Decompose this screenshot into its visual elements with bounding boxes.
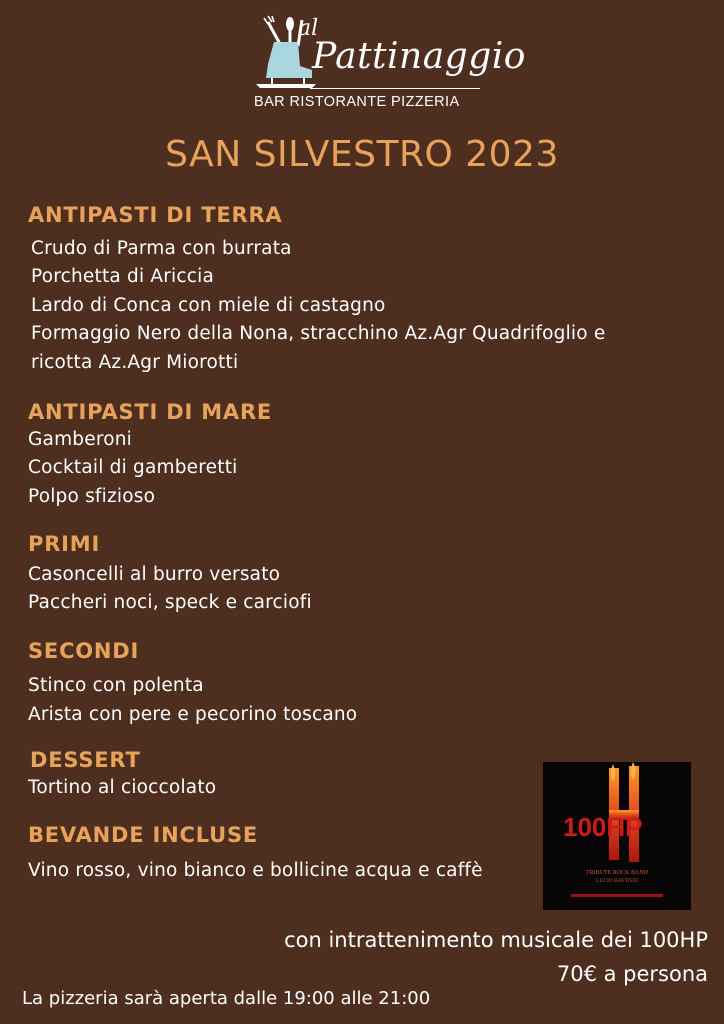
menu-item: Vino rosso, vino bianco e bollicine acqua e caffè [28, 860, 483, 881]
menu-item: Paccheri noci, speck e carciofi [28, 592, 312, 613]
band-name-text: 100HP [563, 812, 643, 842]
menu-item: Crudo di Parma con burrata [31, 238, 292, 259]
menu-item: Formaggio Nero della Nona, stracchino Az.Agr Quadrifoglio e [31, 323, 606, 344]
menu-item: Porchetta di Ariccia [31, 266, 215, 287]
menu-item: Casoncelli al burro versato [28, 564, 281, 585]
menu-item: Lardo di Conca con miele di castagno [31, 295, 386, 316]
restaurant-logo [250, 14, 526, 114]
band-logo-art [543, 762, 691, 910]
section-title-dessert: DESSERT [30, 748, 141, 772]
logo-script-text: Pattinaggio [312, 36, 526, 77]
menu-item: Gamberoni [28, 429, 133, 450]
band-logo-image [543, 762, 691, 910]
logo-subtitle: BAR RISTORANTE PIZZERIA [254, 94, 460, 110]
section-title-antipasti-terra: ANTIPASTI DI TERRA [28, 203, 283, 227]
pizzeria-hours-note: La pizzeria sarà aperta dalle 19:00 alle 21:00 [22, 988, 431, 1009]
menu-item: Cocktail di gamberetti [28, 457, 238, 478]
menu-item: ricotta Az.Agr Miorotti [31, 352, 239, 373]
logo-al-text: al [298, 16, 319, 41]
menu-title: SAN SILVESTRO 2023 [165, 134, 559, 175]
menu-item: Polpo sfizioso [28, 486, 156, 507]
logo-underline [310, 88, 480, 89]
menu-item: Stinco con polenta [28, 675, 204, 696]
section-title-bevande: BEVANDE INCLUSE [28, 823, 259, 847]
band-tagline-2: LUCIO BATTISTI [595, 878, 639, 884]
section-title-secondi: SECONDI [28, 639, 140, 663]
band-tagline-1: TRIBUTE ROCK BAND [585, 870, 649, 876]
menu-item: Arista con pere e pecorino toscano [28, 704, 358, 725]
menu-item: Tortino al cioccolato [28, 777, 217, 798]
band-underline [571, 894, 663, 897]
section-title-primi: PRIMI [28, 532, 101, 556]
section-title-antipasti-mare: ANTIPASTI DI MARE [28, 400, 273, 424]
entertainment-note: con intrattenimento musicale dei 100HP [284, 928, 708, 952]
price-text: 70€ a persona [556, 962, 708, 986]
